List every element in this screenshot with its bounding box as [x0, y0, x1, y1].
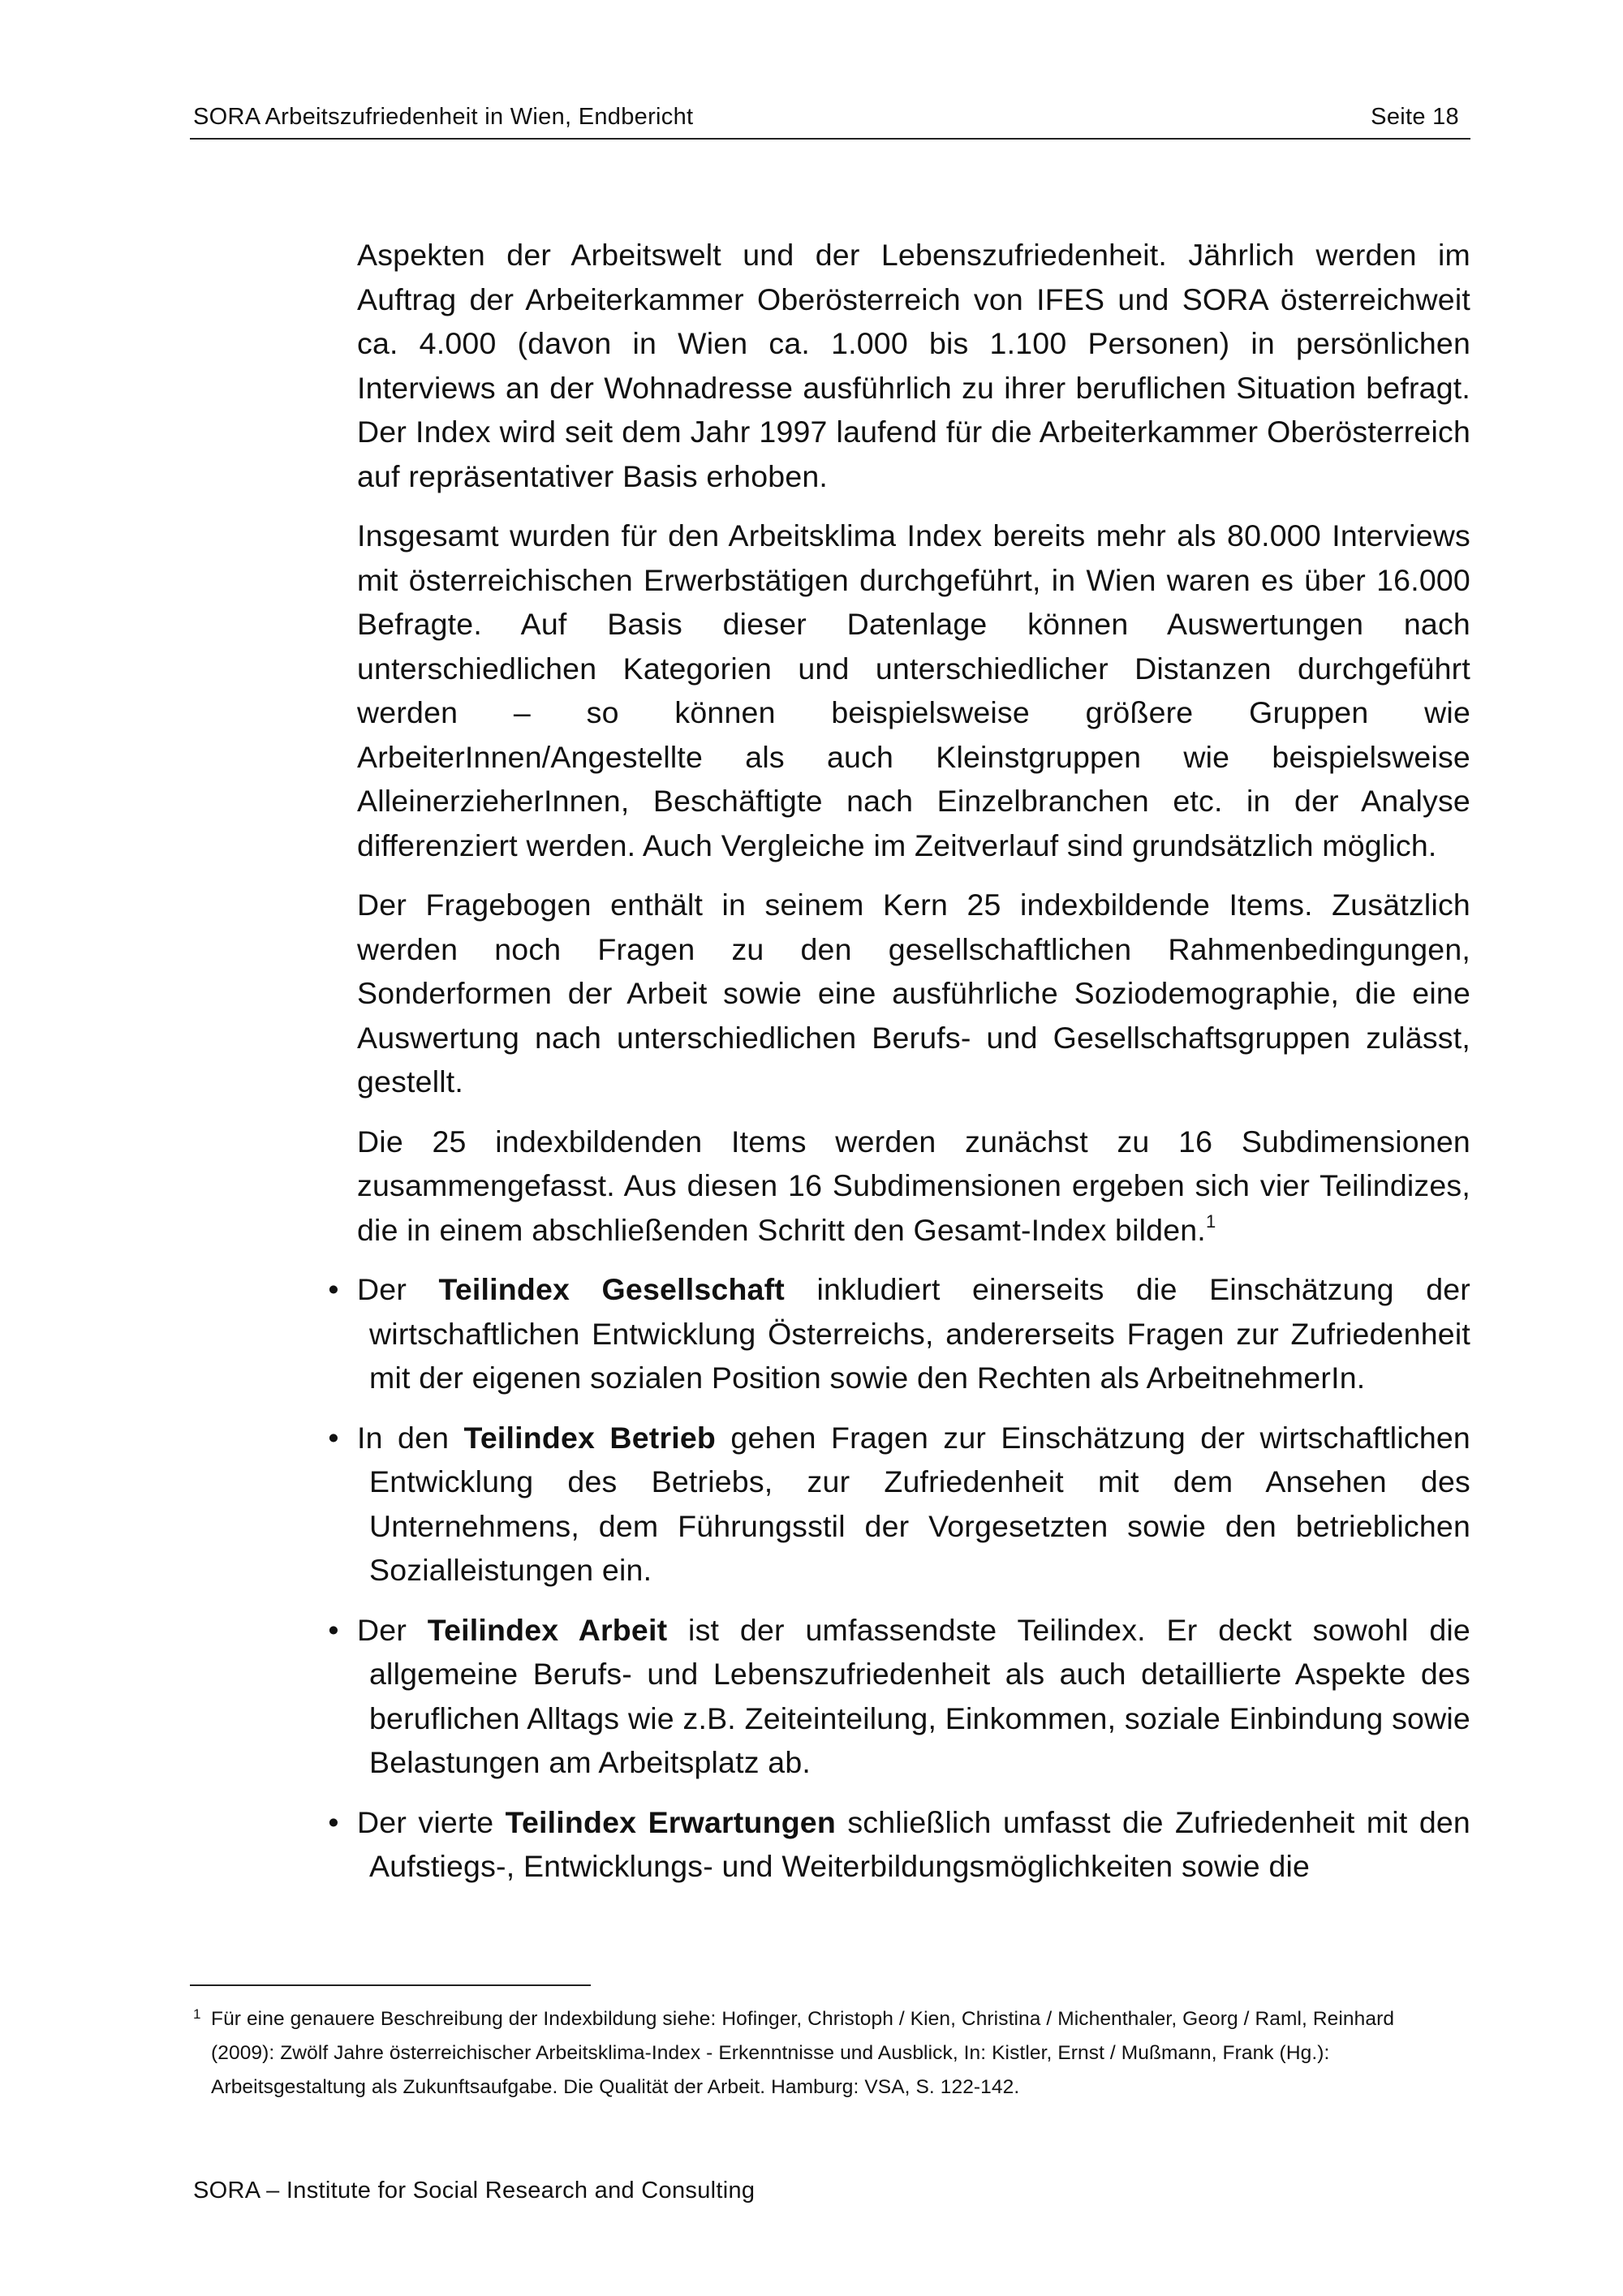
- footnote-divider: [190, 1984, 591, 1986]
- paragraph: Der Fragebogen enthält in seinem Kern 25 indexbildende Items. Zusätzlich werden noch Fragen zu den gesellschaftlichen Rahmenbedingungen, Sonderformen der Arbeit sowie eine ausführliche Soziodemographie, die eine Auswertung nach unterschiedlichen Berufs- und Gesellschaftsgruppen zulässt, gestellt.: [357, 888, 1470, 1099]
- paragraph: Insgesamt wurden für den Arbeitsklima Index bereits mehr als 80.000 Interviews mit österreichischen Erwerbstätigen durchgeführt, in Wien waren es über 16.000 Befragte. Auf Basis dieser Datenlage können Auswertungen nach unterschiedlichen Kategorien und unterschiedlicher Distanzen durchgeführt werden – so können beispielsweise größere Gruppen wie ArbeiterInnen/Angestellte als auch Kleinstgruppen wie beispielsweise AlleinerzieherInnen, Beschäftigte nach Einzelbranchen etc. in der Analyse differenziert werden. Auch Vergleiche im Zeitverlauf sind grundsätzlich möglich.: [357, 518, 1470, 862]
- paragraph: [357, 1120, 1470, 1253]
- list-item: [328, 1608, 1470, 1785]
- item-term: Teilindex Betrieb: [463, 1420, 717, 1455]
- page-footer: SORA – Institute for Social Research and Consulting: [193, 2178, 756, 2204]
- header-title: SORA Arbeitszufriedenheit in Wien, Endbericht: [193, 104, 694, 130]
- teilindex-list: [328, 1267, 1470, 1889]
- item-text: gehen Fragen zur Einschätzung der wirtschaftlichen Entwicklung des Betriebs, zur Zufriedenheit mit dem Ansehen des Unternehmens, dem Führungsstil der Vorgesetzten sowie den betrieblichen Sozialleistungen ein.: [369, 1420, 1470, 1587]
- bullet-icon: •: [328, 1804, 339, 1839]
- item-text: ist der umfassendste Teilindex. Er deckt sowohl die allgemeine Berufs- und Lebenszufriedenheit als auch detaillierte Aspekte des beruflichen Alltags wie z.B. Zeiteinteilung, Einkommen, soziale Einbindung sowie Belastungen am Arbeitsplatz ab.: [369, 1612, 1470, 1779]
- footnote-number: 1: [193, 2006, 201, 2022]
- item-text: inkludiert einerseits die Einschätzung der wirtschaftlichen Entwicklung Österreichs, andererseits Fragen zur Zufriedenheit mit der eigenen sozialen Position sowie den Rechten als ArbeitnehmerIn.: [369, 1272, 1470, 1395]
- item-term: Teilindex Gesellschaft: [438, 1272, 785, 1306]
- item-lead: In den: [357, 1420, 464, 1455]
- item-lead: Der: [357, 1612, 428, 1647]
- page-header: [190, 104, 1470, 140]
- paragraph: Aspekten der Arbeitswelt und der Lebenszufriedenheit. Jährlich werden im Auftrag der Arbeiterkammer Oberösterreich von IFES und SORA österreichweit ca. 4.000 (davon in Wien ca. 1.000 bis 1.100 Personen) in persönlichen Interviews an der Wohnadresse ausführlich zu ihrer beruflichen Situation befragt. Der Index wird seit dem Jahr 1997 laufend für die Arbeiterkammer Oberösterreich auf repräsentativer Basis erhoben.: [357, 238, 1470, 493]
- list-item: [328, 1800, 1470, 1889]
- item-text: schließlich umfasst die Zufriedenheit mit den Aufstiegs-, Entwicklungs- und Weiterbildungsmöglichkeiten sowie die: [369, 1804, 1470, 1883]
- item-term: Teilindex Erwartungen: [505, 1804, 836, 1839]
- footnote: [190, 2002, 1456, 2105]
- item-term: Teilindex Arbeit: [427, 1612, 668, 1647]
- item-lead: Der vierte: [357, 1804, 506, 1839]
- footnote-text: Für eine genauere Beschreibung der Indexbildung siehe: Hofinger, Christoph / Kien, Christina / Michenthaler, Georg / Raml, Reinhard (2009): Zwölf Jahre österreichischer Arbeitsklima-Index - Erkenntnisse und Ausblick, In: Kistler, Ernst / Mußmann, Frank (Hg.): Arbeitsgestaltung als Zukunftsaufgabe. Die Qualität der Arbeit. Hamburg: VSA, S. 122-142.: [211, 2008, 1395, 2098]
- body-text: [328, 233, 1470, 1904]
- bullet-icon: •: [328, 1612, 339, 1647]
- list-item: [328, 1267, 1470, 1400]
- footnote-reference[interactable]: 1: [1205, 1210, 1216, 1232]
- paragraph-text: Die 25 indexbildenden Items werden zunächst zu 16 Subdimensionen zusammengefasst. Aus diesen 16 Subdimensionen ergeben sich vier Teilindizes, die in einem abschließenden Schritt den Gesamt-Index bilden.: [357, 1124, 1470, 1247]
- list-item: [328, 1416, 1470, 1593]
- item-lead: Der: [357, 1272, 439, 1306]
- bullet-icon: •: [328, 1272, 339, 1306]
- page-number: Seite 18: [1371, 104, 1459, 130]
- bullet-icon: •: [328, 1420, 339, 1455]
